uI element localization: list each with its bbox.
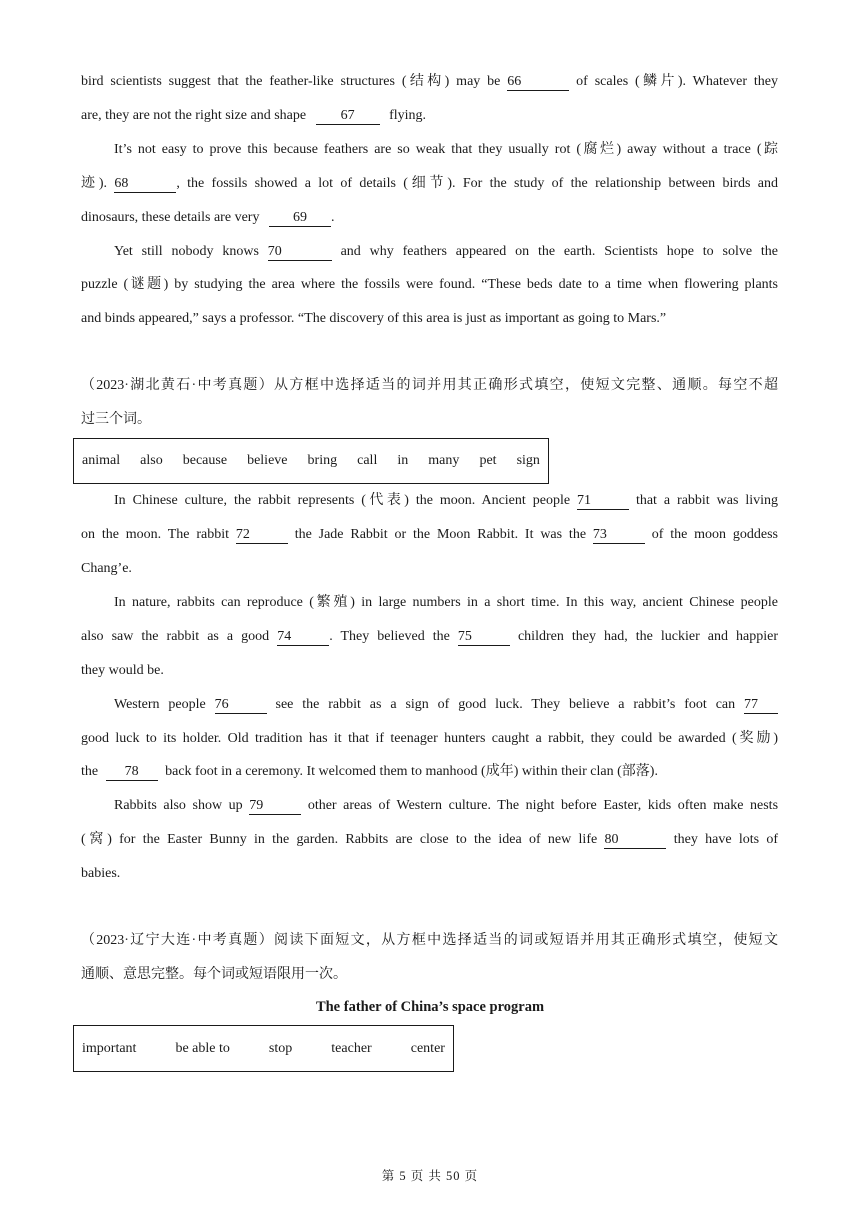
word-bank-item: sign <box>516 453 540 468</box>
answer-blank-80: 80 <box>604 832 666 849</box>
passage-line: also saw the rabbit as a good 74 . They believed the 75 children they had, the luckier and happier <box>81 629 779 644</box>
passage-line: bird scientists suggest that the feather-like structures (结构) may be 66 of scales (鳞片). Whatever they <box>81 74 779 89</box>
word-bank-item: bring <box>307 453 338 468</box>
answer-blank-77: 77 <box>744 697 778 714</box>
passage-line: 迹). 68 , the fossils showed a lot of details (细节). For the study of the relationship between birds and <box>81 176 778 191</box>
passage-line: are, they are not the right size and shape 67 flying. <box>81 108 427 123</box>
passage-title: The father of China’s space program <box>315 999 545 1015</box>
answer-blank-68: 68 <box>114 176 176 193</box>
answer-blank-67: 67 <box>316 108 380 125</box>
passage-line: dinosaurs, these details are very 69 . <box>81 210 335 225</box>
answer-blank-66: 66 <box>507 74 569 91</box>
passage-line: Yet still nobody knows 70 and why feathers appeared on the earth. Scientists hope to solve the <box>114 244 778 259</box>
passage-line: Chang’e. <box>81 561 132 576</box>
question-instruction: 过三个词。 <box>81 412 151 427</box>
answer-blank-71: 71 <box>577 493 629 510</box>
passage-line: the 78 back foot in a ceremony. It welcomed them to manhood (成年) within their clan (部落). <box>81 764 658 779</box>
answer-blank-70: 70 <box>268 244 332 261</box>
answer-blank-76: 76 <box>215 697 267 714</box>
question-instruction: （2023·辽宁大连·中考真题）阅读下面短文，从方框中选择适当的词或短语并用其正确形式填空，使短文 <box>81 933 778 948</box>
answer-blank-73: 73 <box>593 527 645 544</box>
page-number-footer: 第 5 页 共 50 页 <box>381 1169 479 1183</box>
passage-line: on the moon. The rabbit 72 the Jade Rabbit or the Moon Rabbit. It was the 73 of the moon goddess <box>81 527 778 542</box>
word-bank-item: pet <box>479 453 497 468</box>
word-bank-item: be able to <box>175 1040 230 1056</box>
answer-blank-69: 69 <box>269 210 331 227</box>
passage-line: they would be. <box>81 663 164 678</box>
word-bank-item: teacher <box>331 1040 372 1056</box>
answer-blank-74: 74 <box>277 629 329 646</box>
word-bank-item: because <box>182 453 228 468</box>
passage-line: (窝) for the Easter Bunny in the garden. Rabbits are close to the idea of new life 80 they have lots of <box>81 832 779 847</box>
question-instruction: 通顺、意思完整。每个词或短语限用一次。 <box>81 967 347 982</box>
word-bank-item: in <box>397 453 409 468</box>
word-bank-item: many <box>428 453 460 468</box>
answer-blank-78: 78 <box>106 764 158 781</box>
passage-line: puzzle (谜题) by studying the area where the fossils were found. “These beds date to a time when flowering plants <box>81 277 778 292</box>
word-bank-item: call <box>357 453 378 468</box>
word-bank-box <box>73 438 549 484</box>
passage-line: Western people 76 see the rabbit as a sign of good luck. They believe a rabbit’s foot can 77 <box>114 695 778 715</box>
word-bank-item: stop <box>268 1040 293 1056</box>
question-instruction: （2023·湖北黄石·中考真题）从方框中选择适当的词并用其正确形式填空，使短文完整、通顺。每空不超 <box>81 378 778 393</box>
word-bank-item: important <box>82 1040 137 1056</box>
passage-line: It’s not easy to prove this because feathers are so weak that they usually rot (腐烂) away without a trace (踪 <box>114 142 778 157</box>
word-bank-item: center <box>410 1040 445 1056</box>
passage-line: Rabbits also show up 79 other areas of Western culture. The night before Easter, kids often make nests <box>114 798 779 813</box>
answer-blank-75: 75 <box>458 629 510 646</box>
passage-line: In nature, rabbits can reproduce (繁殖) in large numbers in a short time. In this way, ancient Chinese people <box>114 595 778 610</box>
word-bank-box <box>73 1025 454 1072</box>
word-bank-item: also <box>140 453 163 468</box>
answer-blank-72: 72 <box>236 527 288 544</box>
passage-line: and binds appeared,” says a professor. “The discovery of this area is just as important as going to Mars.” <box>81 311 667 326</box>
word-bank-item: animal <box>82 453 121 468</box>
word-bank-item: believe <box>247 453 288 468</box>
passage-line: good luck to its holder. Old tradition has it that if teenager hunters caught a rabbit, they could be awarded (奖励) <box>81 731 778 746</box>
passage-line: In Chinese culture, the rabbit represents (代表) the moon. Ancient people 71 that a rabbit was living <box>114 493 779 508</box>
passage-line: babies. <box>81 866 121 881</box>
answer-blank-79: 79 <box>249 798 301 815</box>
